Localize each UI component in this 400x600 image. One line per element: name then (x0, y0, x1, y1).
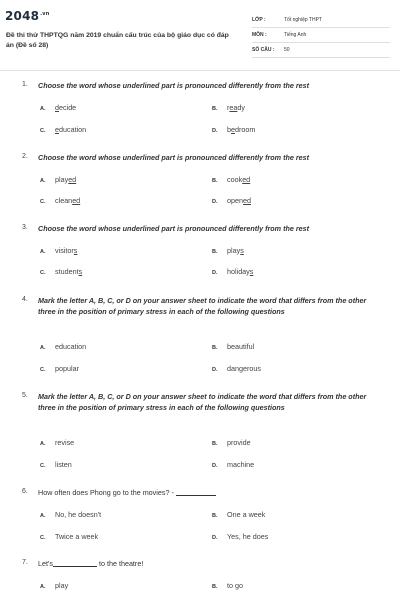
option-b[interactable]: B. cooked (212, 175, 251, 184)
question-text: Choose the word whose underlined part is pronounced differently from the rest (38, 81, 310, 90)
question-number: 6. (22, 488, 28, 495)
question-text: Mark the letter A, B, C, or D on your answer sheet to indicate the word that differs from the other three in the position of primary stress in each of the following questions (38, 392, 367, 412)
option-c[interactable]: C. popular (40, 364, 79, 373)
option-b[interactable]: B. beautiful (212, 342, 255, 351)
document-title: Đề thi thử THPTQG năm 2019 chuẩn cấu trúc của bộ giáo dục có đáp án (Đề số 28) (6, 32, 229, 49)
option-b[interactable]: B. to go (212, 581, 243, 590)
option-d[interactable]: D. opened (212, 196, 251, 205)
option-d[interactable]: D. dangerous (212, 364, 261, 373)
option-d[interactable]: D. holidays (212, 267, 254, 276)
option-a[interactable]: A. revise (40, 438, 75, 447)
question-number: 1. (22, 81, 28, 88)
option-c[interactable]: C. Twice a week (40, 532, 99, 541)
option-a[interactable]: A. visitors (40, 246, 78, 255)
question-number: 7. (22, 559, 28, 566)
site-logo[interactable] (5, 9, 50, 23)
option-b[interactable]: B. One a week (212, 510, 266, 519)
option-d[interactable]: D. bedroom (212, 125, 256, 134)
meta-divider (252, 27, 390, 28)
meta-divider (252, 57, 390, 58)
header-divider (0, 70, 400, 71)
question-text: How often does Phong go to the movies? - (38, 487, 382, 498)
answer-blank (176, 488, 216, 496)
option-a[interactable]: A. play (40, 581, 69, 590)
document-header (0, 0, 400, 70)
option-b[interactable]: B. provide (212, 438, 251, 447)
meta-divider (252, 42, 390, 43)
option-c[interactable]: C. listen (40, 460, 72, 469)
option-d[interactable]: D. machine (212, 460, 255, 469)
meta-count-label: SỐ CÂU : (252, 47, 275, 53)
answer-blank (53, 559, 97, 567)
question-text: Choose the word whose underlined part is pronounced differently from the rest (38, 224, 310, 233)
logo-suffix: .vn (40, 11, 50, 17)
option-c[interactable]: C. students (40, 267, 83, 276)
meta-class-label: LỚP : (252, 17, 266, 23)
meta-subject-label: MÔN : (252, 32, 267, 38)
meta-count-value: 50 (284, 47, 290, 53)
option-c[interactable]: C. cleaned (40, 196, 81, 205)
question-text: Choose the word whose underlined part is pronounced differently from the rest (38, 153, 310, 162)
question-text: Mark the letter A, B, C, or D on your answer sheet to indicate the word that differs from the other three in the position of primary stress in each of the following questions (38, 296, 367, 316)
question-text: Let's to the theatre! (38, 559, 144, 568)
meta-class-value: Tốt nghiệp THPT (284, 17, 322, 23)
logo-text: 2048 (5, 9, 40, 23)
question-number: 5. (22, 392, 28, 399)
option-a[interactable]: A. education (40, 342, 87, 351)
meta-subject-value: Tiếng Anh (284, 32, 307, 38)
question-number: 3. (22, 224, 28, 231)
question-number: 2. (22, 153, 28, 160)
option-d[interactable]: D. Yes, he does (212, 532, 269, 541)
option-c[interactable]: C. education (40, 125, 87, 134)
option-a[interactable]: A. No, he doesn't (40, 510, 102, 519)
option-a[interactable]: A. decide (40, 103, 77, 112)
option-b[interactable]: B. ready (212, 103, 245, 112)
question-number: 4. (22, 296, 28, 303)
option-a[interactable]: A. played (40, 175, 77, 184)
option-b[interactable]: B. plays (212, 246, 244, 255)
